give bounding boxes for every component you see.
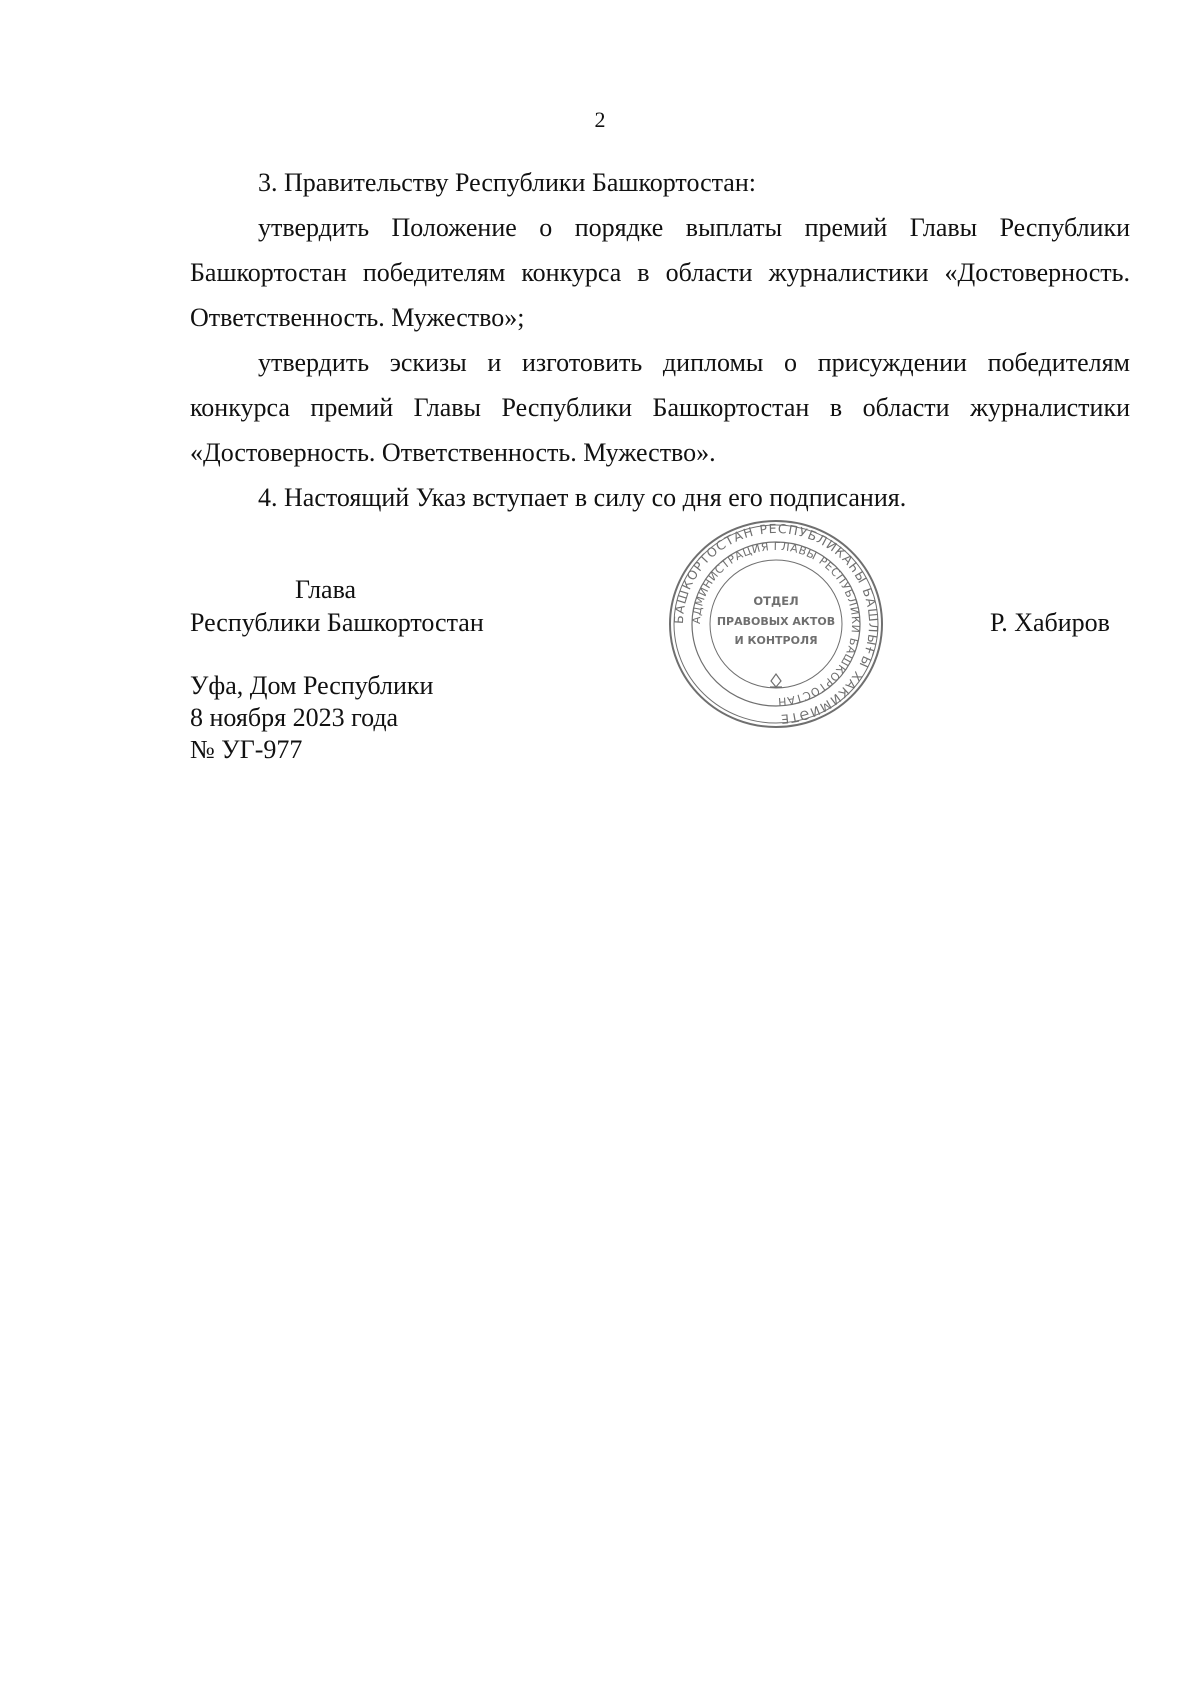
signatory-title-line-2: Республики Башкортостан (190, 608, 484, 637)
signatory-title-line-1: Глава (295, 575, 357, 604)
stamp-center-line-1: ОТДЕЛ (753, 594, 799, 608)
paragraph-4: 4. Настоящий Указ вступает в силу со дня его подписания. (258, 483, 907, 512)
place-of-signing: Уфа, Дом Республики (190, 671, 434, 700)
signing-date: 8 ноября 2023 года (190, 703, 399, 732)
paragraph-diplomas: утвердить эскизы и изготовить дипломы о присуждении победителям конкурса премий Главы Республики Башкортостан в области журналистики «Достоверность. Ответственность. Мужество». (190, 348, 1130, 467)
paragraph-3: 3. Правительству Республики Башкортостан: (258, 168, 756, 197)
stamp-seal-icon (666, 517, 886, 731)
signatory-name: Р. Хабиров (990, 608, 1110, 637)
stamp-inner-text: АДМИНИСТРАЦИЯ ГЛАВЫ РЕСПУБЛИКИ БАШКОРТОСТАН (689, 539, 863, 709)
stamp-center-line-2: ПРАВОВЫХ АКТОВ (716, 615, 836, 628)
paragraph-regulation: утвердить Положение о порядке выплаты премий Главы Республики Башкортостан победителям конкурса в области журналистики «Достоверность. Ответственность. Мужество»; (190, 213, 1130, 332)
stamp-emblem-icon (770, 674, 782, 687)
stamp-outer-text: БАШКОРТОСТАН РЕСПУБЛИКАҺЫ БАШЛЫҒЫ ХАКИМИӘТЕ (670, 520, 882, 728)
document-body (190, 160, 1130, 520)
stamp-center-line-3: И КОНТРОЛЯ (734, 634, 818, 647)
page-number: 2 (594, 107, 606, 132)
decree-number: № УГ-977 (190, 735, 303, 764)
official-stamp (666, 517, 886, 731)
